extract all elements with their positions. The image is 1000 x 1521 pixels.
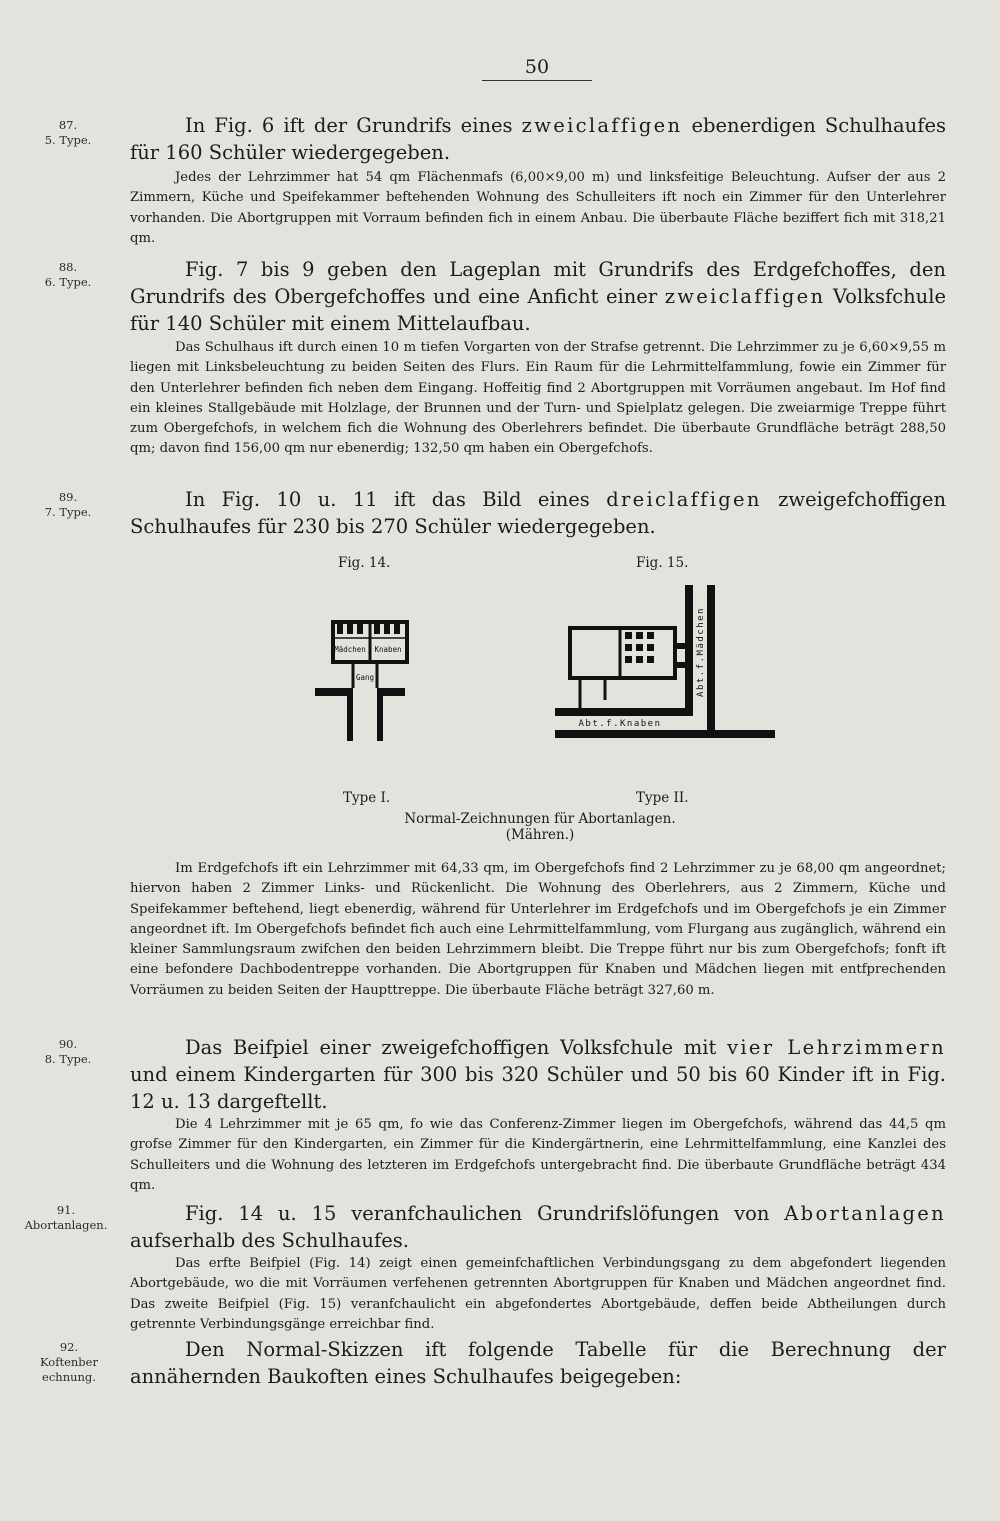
- figure-caption-line1: Normal-Zeichnungen für Abortanlagen.: [404, 811, 676, 827]
- fig14-school-wall-right: [377, 688, 405, 696]
- fig15-label-abt-knaben: Abt.f.Knaben: [578, 719, 662, 729]
- fig14-plan: [300, 600, 420, 750]
- margin-note-number: 89.: [58, 490, 78, 504]
- margin-note-91: [10, 1203, 122, 1233]
- fig15-corridor-wall-left: [685, 585, 693, 716]
- margin-note-number: 92.: [59, 1340, 79, 1354]
- section-lead-92: Den Normal-Skizzen ift folgende Tabelle für die Berechnung der annähernden Baukoften eines Schulhaufes beigegeben:: [130, 1338, 946, 1388]
- spaced-emphasis: dreiclaffigen: [606, 488, 762, 511]
- spaced-emphasis: Abortanlagen: [784, 1202, 946, 1225]
- margin-note-label: 5. Type.: [44, 133, 92, 147]
- spaced-emphasis: zweiclaffigen: [521, 114, 683, 137]
- fig15-building-outline: [570, 628, 675, 678]
- fig15-corridor-wall-right: [707, 585, 715, 730]
- margin-note-label: Abortanlagen.: [24, 1218, 108, 1232]
- fig14-label-knaben: Knaben: [374, 645, 402, 654]
- margin-note-label: 7. Type.: [44, 505, 92, 519]
- margin-note-number: 90.: [58, 1037, 78, 1051]
- margin-note-label: 8. Type.: [44, 1052, 92, 1066]
- fig15-stalls: [625, 632, 654, 663]
- figure-caption: [330, 811, 750, 843]
- section-lead-88: Fig. 7 bis 9 geben den Lageplan mit Grundrifs des Erdgefchoffes, den Grundrifs des Obergefchoffes und eine Anficht einer zweiclaffigen Volksfchule für 140 Schüler mit einem Mittelaufbau.: [130, 258, 947, 335]
- margin-note-88: [18, 260, 118, 290]
- fig15-plan: [545, 580, 775, 750]
- section-lead-91: Fig. 14 u. 15 veranfchaulichen Grundrifslöfungen von Abortanlagen aufserhalb des Schulhaufes.: [130, 1202, 946, 1252]
- spaced-emphasis: zweiclaffigen: [664, 285, 826, 308]
- margin-note-number: 87.: [58, 118, 78, 132]
- fig14-type: Type I.: [343, 790, 391, 806]
- margin-note-92: [14, 1340, 124, 1385]
- margin-note-89: [18, 490, 118, 520]
- section-lead-87: In Fig. 6 ift der Grundrifs eines zweiclaffigen ebenerdigen Schulhaufes für 160 Schüler wiedergegeben.: [130, 114, 946, 164]
- section-lead-90: Das Beifpiel einer zweigefchoffigen Volksfchule mit vier Lehrzimmern und einem Kindergarten für 300 bis 320 Schüler und 50 bis 60 Kinder ift in Fig. 12 u. 13 dargeftellt.: [130, 1036, 946, 1113]
- section-body-87: Jedes der Lehrzimmer hat 54 qm Flächenmafs (6,00×9,00 m) und linksfeitige Beleuchtung. Aufser der aus 2 Zimmern, Küche und Speifekammer beftehenden Wohnung des Schulleiters ift noch ein Zimmer für den Unterlehrer vorhanden. Die Abortgruppen mit Vorraum befinden fich in einem Anbau. Die überbaute Fläche beziffert fich mit 318,21 qm.: [130, 170, 946, 246]
- section-body-89: Im Erdgefchofs ift ein Lehrzimmer mit 64,33 qm, im Obergefchofs find 2 Lehrzimmer zu je 68,00 qm angeordnet; hiervon haben 2 Zimmer Links- und Rückenlicht. Die Wohnung des Oberlehrers, aus 2 Zimmern, Küche und Speifekammer beftehend, liegt ebenerdig, während für Unterlehrer im Erdgefchofs und im Obergefchofs je ein Zimmer angeordnet ift. Im Obergefchofs befindet fich auch eine Lehrmittelfammlung, vom Flurgang aus zugänglich, während ein kleiner Sammlungsraum zwifchen den beiden Lehrzimmern bleibt. Die Treppe führt nur bis zum Obergefchofs; fonft ift eine befondere Dachbodentreppe vorhanden. Die Abortgruppen für Knaben und Mädchen liegen mit entfprechenden Vorräumen zu beiden Seiten der Haupttreppe. Die überbaute Fläche beträgt 327,60 m.: [130, 861, 946, 998]
- margin-note-number: 91.: [56, 1203, 76, 1217]
- section-lead-89: In Fig. 10 u. 11 ift das Bild eines dreiclaffigen zweigefchoffigen Schulhaufes für 230 bis 270 Schüler wiedergegeben.: [130, 488, 946, 538]
- fig14-school-wall-left: [315, 688, 353, 696]
- fig14-label-maedchen: Mädchen: [334, 645, 366, 654]
- page-number: 50: [482, 56, 592, 81]
- fig14-title: Fig. 14.: [338, 555, 391, 571]
- margin-note-87: [18, 118, 118, 148]
- section-body-91: Das erfte Beifpiel (Fig. 14) zeigt einen gemeinfchaftlichen Verbindungsgang zu dem abgefondert liegenden Abortgebäude, wo die mit Vorräumen verfehenen getrennten Abortgruppen für Knaben und Mädchen angeordnet find. Das zweite Beifpiel (Fig. 15) veranfchaulicht ein abgefondertes Abortgebäude, deffen beide Abtheilungen durch getrennte Verbindungsgänge erreichbar find.: [130, 1256, 946, 1332]
- margin-note-number: 88.: [58, 260, 78, 274]
- fig14-label-gang: Gang: [355, 673, 375, 682]
- fig15-type: Type II.: [636, 790, 689, 806]
- fig15-label-abt-maedchen: Abt.f.Mädchen: [696, 607, 706, 697]
- figure-caption-line2: (Mähren.): [505, 827, 575, 843]
- section-body-90: Die 4 Lehrzimmer mit je 65 qm, fo wie das Conferenz-Zimmer liegen im Obergefchofs, während das 44,5 qm grofse Zimmer für den Kindergarten, ein Zimmer für die Kindergärtnerin, eine Lehrmittelfammlung, eine Kanzlei des Schulleiters und die Wohnung des letzteren im Erdgefchofs untergebracht find. Die überbaute Grundfläche beträgt 434 qm.: [130, 1117, 946, 1193]
- spaced-emphasis: vier Lehrzimmern: [727, 1036, 946, 1059]
- margin-note-90: [18, 1037, 118, 1067]
- margin-note-label: 6. Type.: [44, 275, 92, 289]
- section-body-88: Das Schulhaus ift durch einen 10 m tiefen Vorgarten von der Strafse getrennt. Die Lehrzimmer zu je 6,60×9,55 m liegen mit Linksbeleuchtung zu beiden Seiten des Flurs. Ein Raum für die Lehrmittelfammlung, fowie ein Zimmer für den Unterlehrer befinden fich neben dem Eingang. Hoffeitig find 2 Abortgruppen mit Vorräumen angebaut. Im Hof find ein kleines Stallgebäude mit Holzlage, der Brunnen und der Turn- und Spielplatz gelegen. Die zweiarmige Treppe führt zum Obergefchofs, in welchem fich die Wohnung des Oberlehrers befindet. Die überbaute Grundfläche beträgt 288,50 qm; davon find 156,00 qm nur ebenerdig; 132,50 qm haben ein Obergefchofs.: [130, 340, 946, 457]
- fig15-school-wall: [555, 730, 775, 738]
- fig15-title: Fig. 15.: [636, 555, 689, 571]
- margin-note-label: Koftenberechnung.: [40, 1355, 98, 1384]
